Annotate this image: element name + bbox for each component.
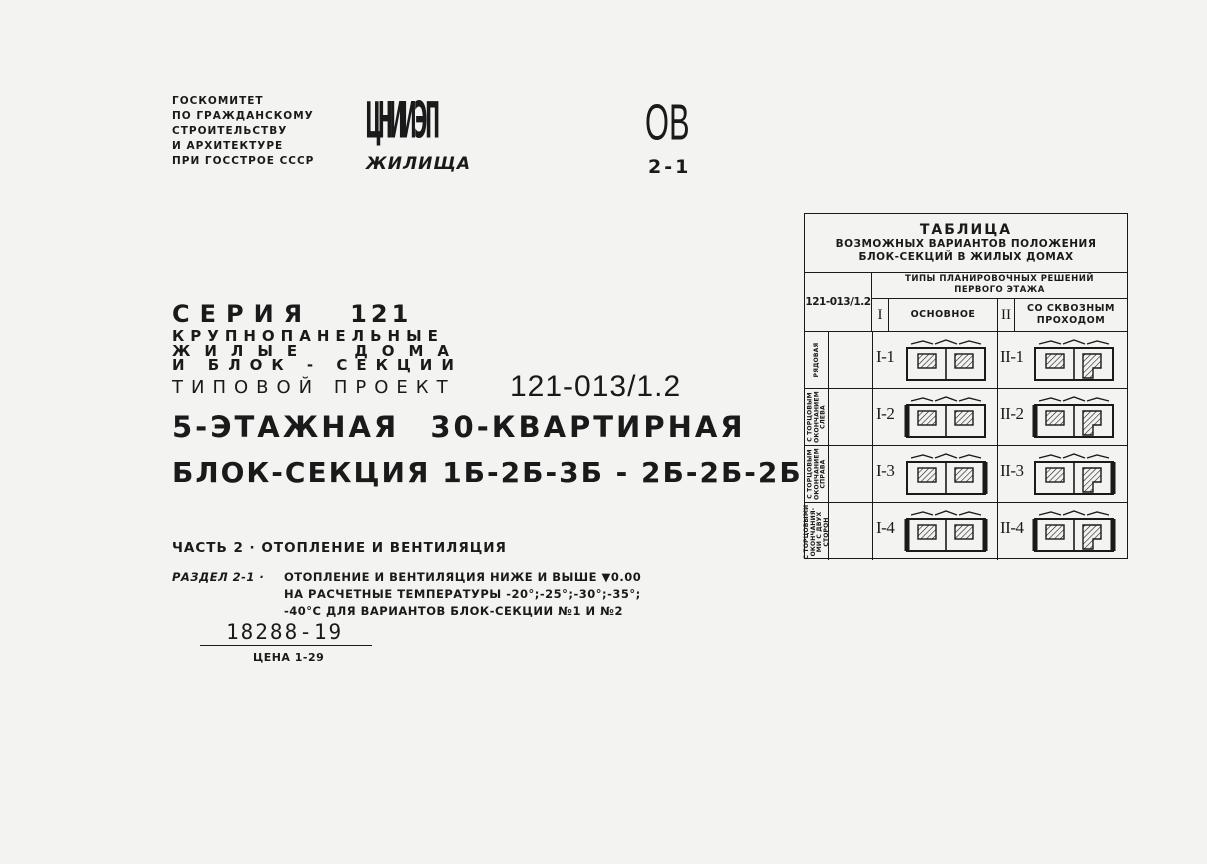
title-line-2: ЖИЛЫЕ ДОМА xyxy=(172,342,464,360)
variant-cell xyxy=(872,389,998,445)
table-subtitle-2: БЛОК-СЕКЦИЙ В ЖИЛЫХ ДОМАХ xyxy=(858,251,1074,263)
variant-cell xyxy=(872,446,998,502)
table-project-code: 121-013/1.2 xyxy=(805,272,872,332)
variants-table xyxy=(804,213,1128,559)
org-line: ПО ГРАЖДАНСКОМУ xyxy=(172,110,314,122)
heading-block-section: БЛОК-СЕКЦИЯ 1Б-2Б-3Б - 2Б-2Б-2Б xyxy=(172,456,803,489)
section-line-2: НА РАСЧЕТНЫЕ ТЕМПЕРАТУРЫ -20°;-25°;-30°;-35°; xyxy=(284,587,641,601)
document-code-sub: 2-1 xyxy=(648,156,692,178)
project-code: 121-013/1.2 xyxy=(510,370,682,403)
variant-name: II-1 xyxy=(1000,347,1024,366)
title-line-1: КРУПНОПАНЕЛЬНЫЕ xyxy=(172,327,444,345)
part-title: ЧАСТЬ 2 · ОТОПЛЕНИЕ И ВЕНТИЛЯЦИЯ xyxy=(172,540,507,556)
document-code: ОВ xyxy=(645,94,690,151)
logo-sub-text: ЖИЛИЩА xyxy=(366,154,472,174)
variant-cell xyxy=(872,332,998,388)
table-title-block xyxy=(805,214,1127,273)
table-row xyxy=(805,332,1127,389)
variant-name: II-4 xyxy=(1000,518,1024,537)
table-row xyxy=(802,503,1127,560)
section-line-3: -40°С ДЛЯ ВАРИАНТОВ БЛОК-СЕКЦИИ №1 И №2 xyxy=(284,604,623,618)
section-plan-icon xyxy=(1033,395,1115,441)
row-label xyxy=(802,503,829,560)
variant-cell xyxy=(997,503,1127,560)
variant-name: I-2 xyxy=(876,404,895,423)
section-plan-icon xyxy=(1033,509,1115,555)
project-label: ТИПОВОЙ ПРОЕКТ xyxy=(172,377,456,398)
types-header-line-2: ПЕРВОГО ЭТАЖА xyxy=(954,285,1045,295)
row-label-text: РЯДОВАЯ xyxy=(812,342,820,378)
series-label: СЕРИЯ xyxy=(172,300,313,328)
inventory-number: 18288-19 xyxy=(226,620,344,644)
heading-floors-apartments: 5-ЭТАЖНАЯ 30-КВАРТИРНАЯ xyxy=(172,410,746,444)
organization-block xyxy=(172,94,314,169)
column-2-name: СО СКВОЗНЫМ ПРОХОДОМ xyxy=(1015,299,1127,332)
column-1-name: ОСНОВНОЕ xyxy=(889,299,998,332)
price-label: ЦЕНА 1-29 xyxy=(253,651,325,664)
org-line: ПРИ ГОССТРОЕ СССР xyxy=(172,155,315,167)
section-plan-icon xyxy=(905,452,987,498)
variant-cell xyxy=(872,503,998,560)
table-row xyxy=(805,389,1127,446)
variant-name: II-2 xyxy=(1000,404,1024,423)
types-header-line-1: ТИПЫ ПЛАНИРОВОЧНЫХ РЕШЕНИЙ xyxy=(905,274,1094,284)
logo-main-text: ЦНИИЭП xyxy=(366,92,437,150)
variant-name: I-3 xyxy=(876,461,895,480)
section-label: РАЗДЕЛ 2-1 · xyxy=(172,570,265,584)
section-plan-icon xyxy=(1033,338,1115,384)
row-label-text: С ТОРЦОВЫМ ОКОНЧАНИЕМ СПРАВА xyxy=(805,448,826,500)
column-1-roman: I xyxy=(872,299,889,332)
variant-cell xyxy=(997,332,1127,388)
inventory-underline xyxy=(200,645,372,646)
variant-cell xyxy=(997,446,1127,502)
variant-cell xyxy=(997,389,1127,445)
series-number: 121 xyxy=(350,300,413,328)
table-title: ТАБЛИЦА xyxy=(919,222,1013,238)
row-label xyxy=(805,332,829,388)
table-subtitle-1: ВОЗМОЖНЫХ ВАРИАНТОВ ПОЛОЖЕНИЯ xyxy=(835,238,1097,250)
org-line: ГОСКОМИТЕТ xyxy=(172,95,264,107)
row-label-text: С ТОРЦОВЫМ ОКОНЧАНИЕМ СЛЕВА xyxy=(805,391,826,443)
section-description xyxy=(172,569,641,620)
institute-logo xyxy=(366,92,472,174)
org-line: СТРОИТЕЛЬСТВУ xyxy=(172,125,288,137)
section-plan-icon xyxy=(1033,452,1115,498)
row-label xyxy=(805,446,829,502)
row-label xyxy=(805,389,829,445)
section-plan-icon xyxy=(905,338,987,384)
row-label-text: С ТОРЦОВЫМИ ОКОНЧАНИЯ- МИ С ДВУХ СТОРОН xyxy=(802,504,829,559)
table-row xyxy=(805,446,1127,503)
column-2-roman: II xyxy=(998,299,1015,332)
title-line-3: И БЛОК - СЕКЦИИ xyxy=(172,356,463,374)
section-line-1: ОТОПЛЕНИЕ И ВЕНТИЛЯЦИЯ НИЖЕ И ВЫШЕ ▼0.00 xyxy=(284,570,642,584)
variant-name: I-1 xyxy=(876,347,895,366)
section-plan-icon xyxy=(905,509,987,555)
table-types-header xyxy=(872,272,1127,299)
org-line: И АРХИТЕКТУРЕ xyxy=(172,140,284,152)
variant-name: I-4 xyxy=(876,518,895,537)
section-plan-icon xyxy=(905,395,987,441)
variant-name: II-3 xyxy=(1000,461,1024,480)
series-title xyxy=(172,300,412,328)
